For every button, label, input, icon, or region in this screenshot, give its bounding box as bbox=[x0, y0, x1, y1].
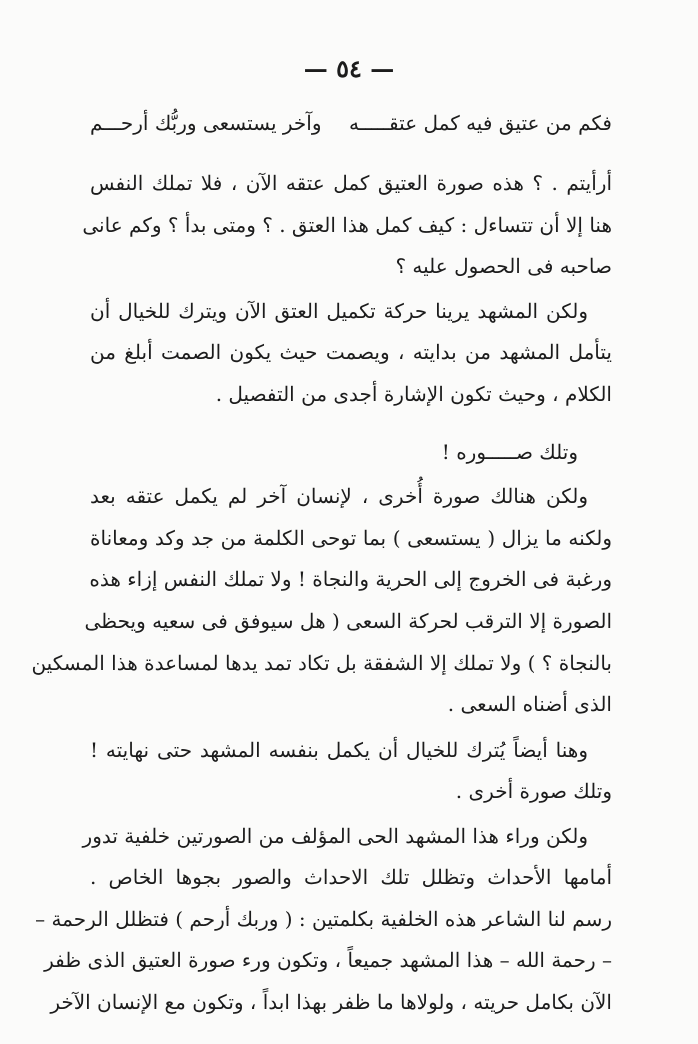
text-line: هنا إلا أن تتساءل : كيف كمل هذا العتق . ؟ ومتى بدأ ؟ وكم عانى bbox=[82, 213, 612, 237]
verse-hemistich-first: فكم من عتيق فيه كمل عتقـــــه bbox=[349, 111, 612, 135]
text-line: – رحمة الله – هذا المشهد جميعاً ، وتكون ورء صورة العتيق الذى ظفر bbox=[44, 948, 612, 972]
text-line: وهنا أيضاً يُترك للخيال أن يكمل بنفسه المشهد حتى نهايته ! bbox=[90, 738, 588, 762]
text-line: الصورة إلا الترقب لحركة السعى ( هل سيوفق فى سعيه ويحظى bbox=[84, 609, 612, 633]
text-line: الذى أضناه السعى . bbox=[447, 692, 612, 716]
text-line: وتلك صورة أخرى . bbox=[455, 779, 612, 803]
text-line: رسم لنا الشاعر هذه الخلفية بكلمتين : ( وربك أرحم ) فتظلل الرحمة – bbox=[35, 907, 612, 931]
text-line: الكلام ، وحيث تكون الإشارة أجدى من التفصيل . bbox=[215, 382, 612, 406]
text-line: يتأمل المشهد من بدايته ، ويصمت حيث يكون الصمت أبلغ من bbox=[90, 340, 612, 364]
text-line: أرأيتم . ؟ هذه صورة العتيق كمل عتقه الآن ، فلا تملك النفس bbox=[90, 171, 612, 195]
text-line: ولكن وراء هذا المشهد الحى المؤلف من الصورتين خلفية تدور bbox=[82, 824, 588, 848]
page-number: — ٥٤ — bbox=[303, 54, 395, 83]
text-line: بالنجاة ؟ ) ولا تملك إلا الشفقة بل تكاد تمد يدها لمساعدة هذا المسكين bbox=[31, 651, 612, 675]
poem-verse bbox=[90, 108, 612, 138]
text-line: وتلك صـــــوره ! bbox=[441, 440, 578, 464]
text-line: ولكن المشهد يرينا حركة تكميل العتق الآن ويترك للخيال أن bbox=[90, 299, 588, 323]
text-line: الآن بكامل حريته ، ولولاها ما ظفر بهذا ابداً ، وتكون مع الإنسان الآخر bbox=[50, 990, 612, 1014]
text-line: ورغبة فى الخروج إلى الحرية والنجاة ! ولا تملك النفس إزاء هذه bbox=[89, 567, 612, 591]
text-line: ولكن هنالك صورة أُخرى ، لإنسان آخر لم يكمل عتقه بعد bbox=[90, 484, 588, 508]
verse-hemistich-second: وآخر يستسعى وربُّك أرحـــم bbox=[90, 111, 322, 135]
text-line: أمامها الأحداث وتظلل تلك الاحداث والصور بجوها الخاص . bbox=[90, 865, 612, 889]
text-line: صاحبه فى الحصول عليه ؟ bbox=[395, 254, 612, 278]
text-line: ولكنه ما يزال ( يستسعى ) بما توحى الكلمة من جد وكد ومعاناة bbox=[90, 526, 612, 550]
